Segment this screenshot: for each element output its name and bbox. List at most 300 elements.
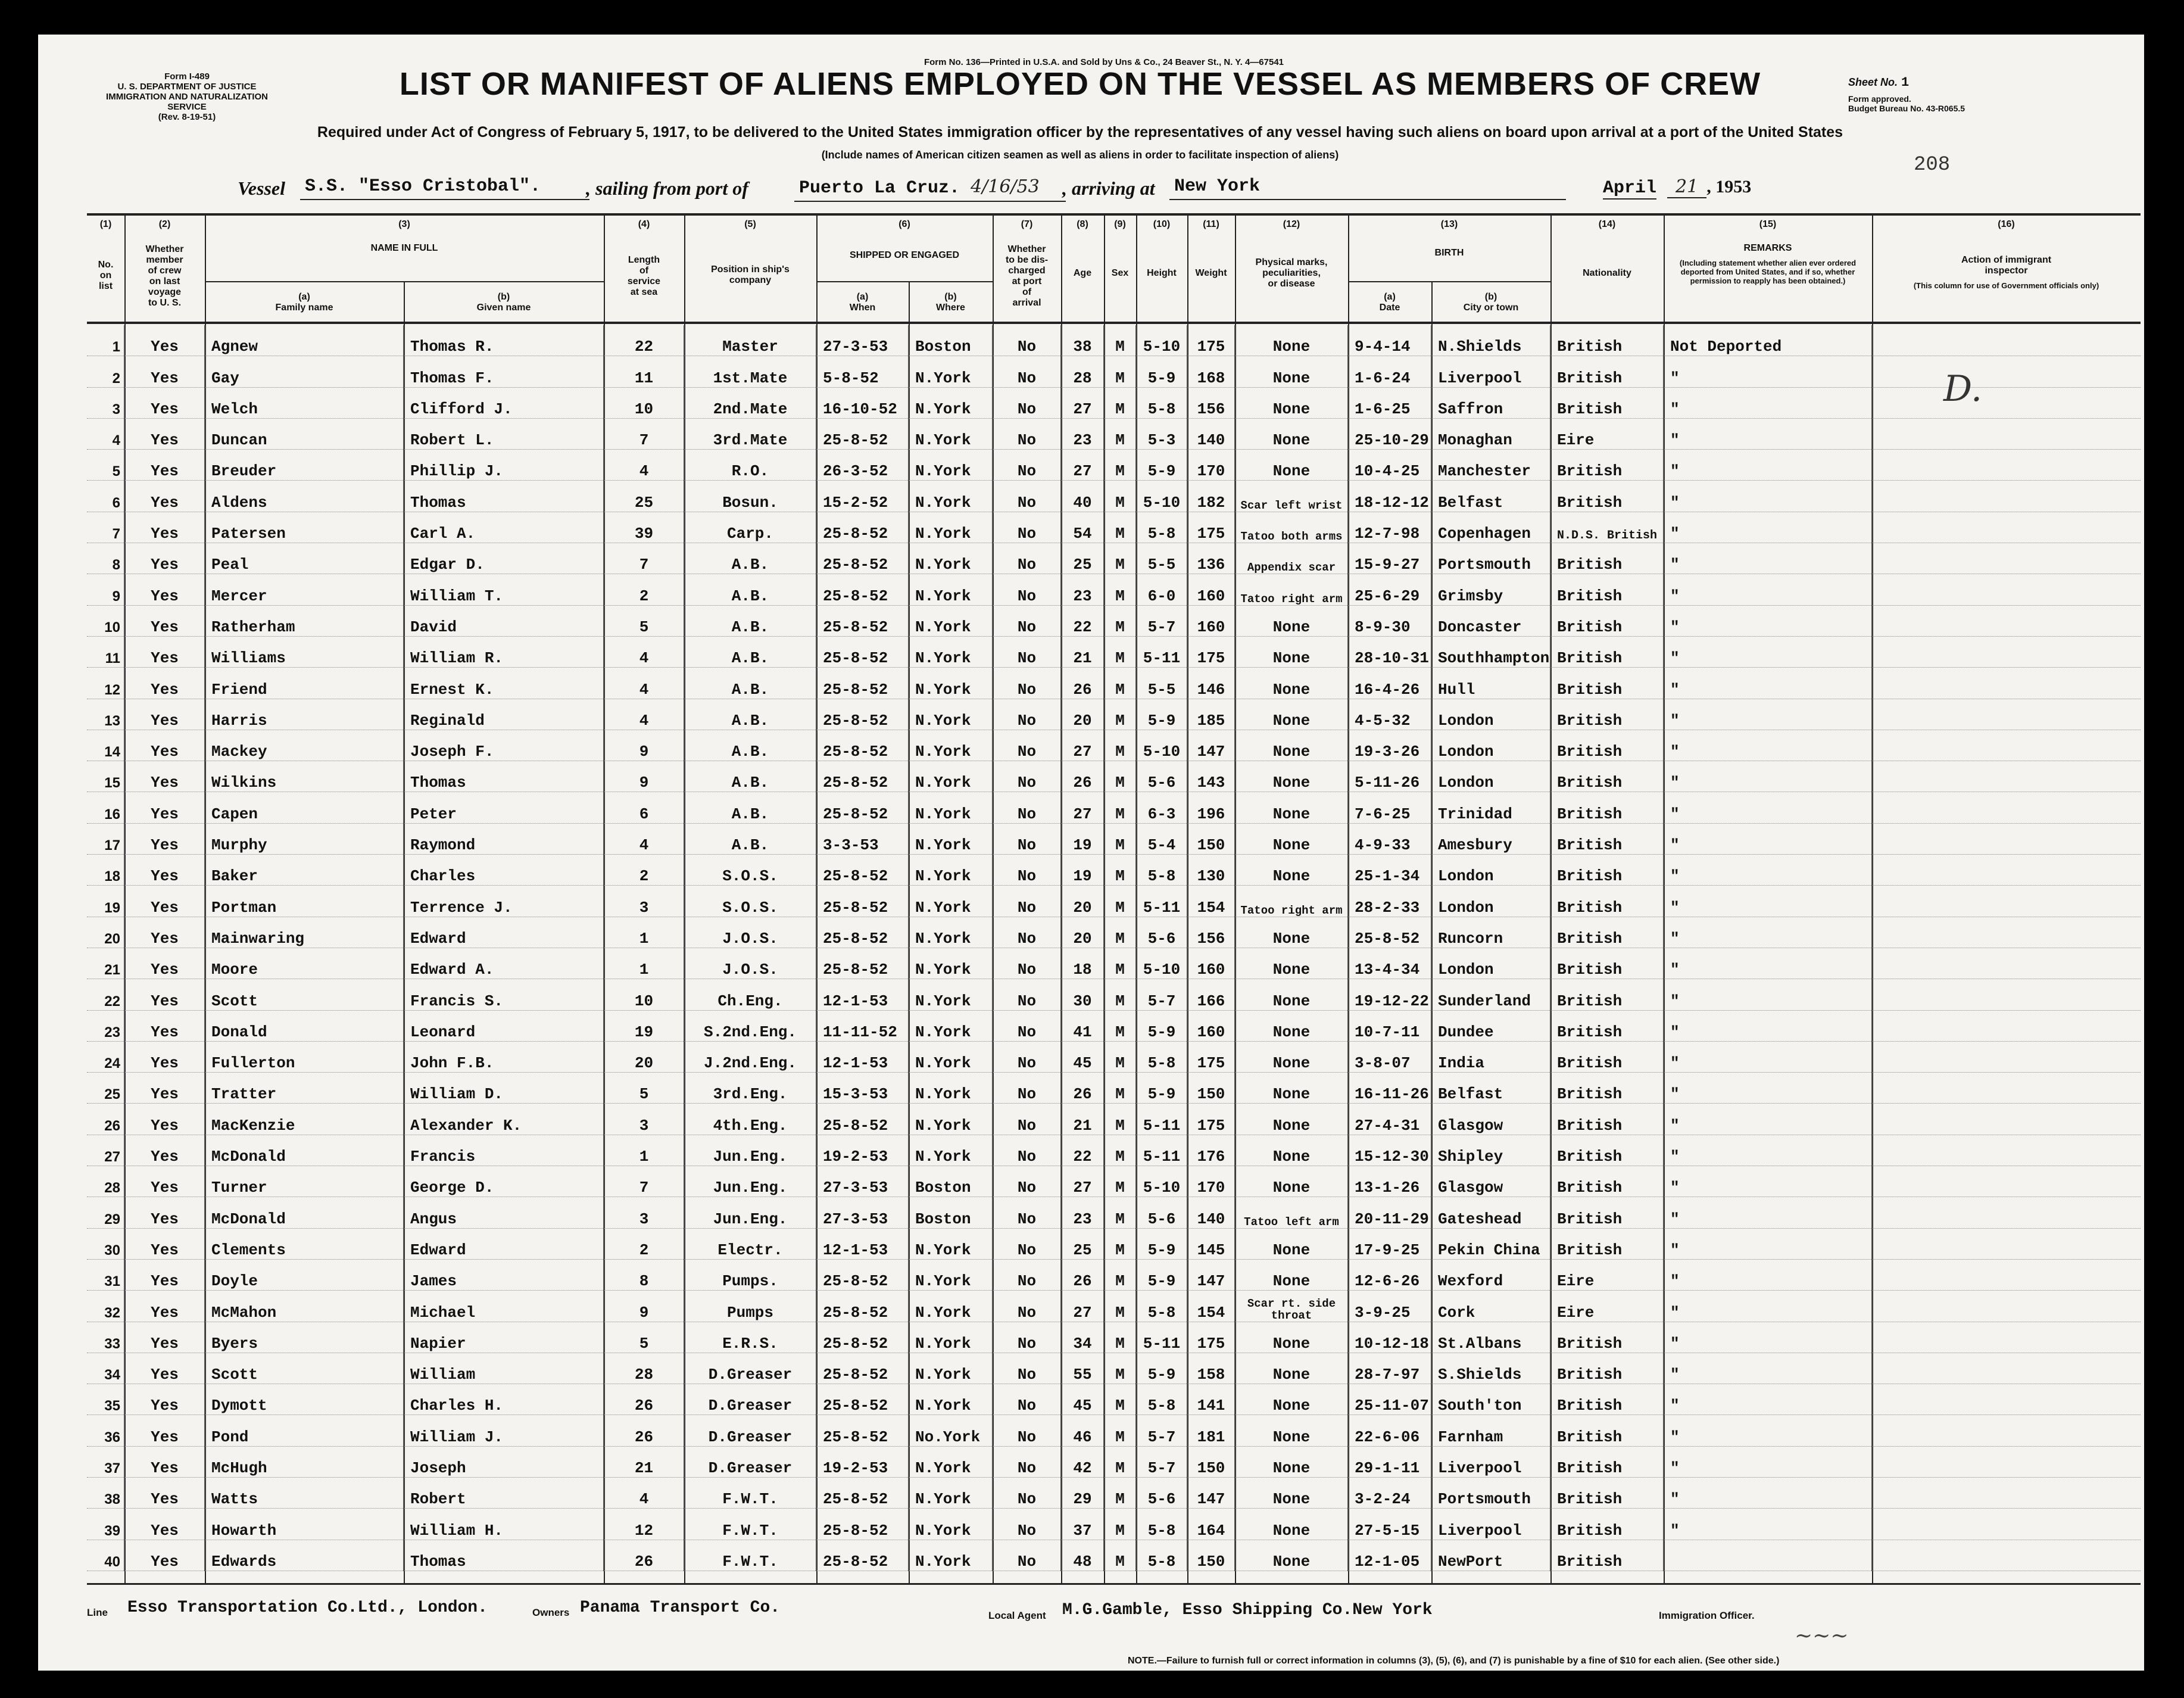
table-row — [87, 1384, 2141, 1415]
table-cell: Thomas — [404, 481, 604, 512]
subtitle-note: (Include names of American citizen seamen as well as aliens in order to facilitate inspection of aliens) — [821, 149, 1339, 161]
table-cell: Carp. — [684, 512, 816, 543]
table-cell: " — [1664, 855, 1872, 886]
table-cell: 5-10 — [1136, 948, 1187, 979]
col-head-birth: BIRTH — [1434, 248, 1464, 258]
table-cell: No — [993, 543, 1061, 574]
table-cell: 5-9 — [1136, 1353, 1187, 1384]
table-cell: " — [1664, 699, 1872, 730]
table-cell: None — [1235, 1010, 1348, 1041]
table-cell: No — [993, 356, 1061, 387]
table-cell: Yes — [124, 1540, 205, 1571]
inspector-cell — [1872, 1166, 2141, 1197]
arrival-day: 21 — [1667, 176, 1706, 198]
table-cell: 1-6-25 — [1348, 387, 1431, 418]
table-cell: " — [1664, 917, 1872, 948]
table-cell: N.York — [909, 730, 993, 761]
table-cell: 27 — [1061, 1291, 1104, 1322]
table-cell: " — [1664, 668, 1872, 699]
table-cell: Edward — [404, 917, 604, 948]
table-cell: 150 — [1187, 1446, 1235, 1477]
table-cell: Charles H. — [404, 1384, 604, 1415]
table-cell: M — [1104, 1104, 1136, 1135]
table-cell: " — [1664, 1197, 1872, 1228]
table-cell: Yes — [124, 1446, 205, 1477]
table-cell: Portsmouth — [1431, 1477, 1550, 1508]
table-cell: 6-0 — [1136, 574, 1187, 605]
table-cell: M — [1104, 1415, 1136, 1446]
table-cell: No — [993, 1010, 1061, 1041]
table-cell: British — [1550, 668, 1664, 699]
table-cell: 1st.Mate — [684, 356, 816, 387]
table-cell: M — [1104, 979, 1136, 1010]
col-num-2: (2) — [158, 219, 171, 229]
inspector-cell — [1872, 1415, 2141, 1446]
table-cell: 5-10 — [1136, 325, 1187, 356]
table-cell: 25-8-52 — [816, 855, 909, 886]
table-cell: James — [404, 1259, 604, 1290]
table-cell: 12-1-53 — [816, 1228, 909, 1259]
table-cell: 130 — [1187, 855, 1235, 886]
table-cell: 25-8-52 — [816, 917, 909, 948]
table-cell: 13 — [87, 699, 124, 730]
table-cell: Boston — [909, 1197, 993, 1228]
table-cell: None — [1235, 1384, 1348, 1415]
table-cell: Yes — [124, 917, 205, 948]
table-cell: 27 — [1061, 730, 1104, 761]
table-cell: 21 — [604, 1446, 684, 1477]
table-row — [87, 605, 2141, 636]
table-cell — [1664, 1540, 1872, 1571]
table-row — [87, 1322, 2141, 1353]
table-cell: M — [1104, 636, 1136, 667]
table-cell: " — [1664, 481, 1872, 512]
table-cell: N.York — [909, 1041, 993, 1072]
table-cell: M — [1104, 543, 1136, 574]
table-cell: N.York — [909, 1228, 993, 1259]
table-cell: 25-8-52 — [816, 761, 909, 792]
table-cell: British — [1550, 636, 1664, 667]
table-cell: N.York — [909, 668, 993, 699]
table-cell: 164 — [1187, 1509, 1235, 1540]
table-row — [87, 1509, 2141, 1540]
table-row — [87, 1073, 2141, 1104]
table-cell: A.B. — [684, 543, 816, 574]
table-row — [87, 668, 2141, 699]
table-cell: 147 — [1187, 730, 1235, 761]
form-number: Form No. 136—Printed in U.S.A. and Sold by Uns & Co., 24 Beaver St., N. Y. 4—67541 — [923, 57, 1284, 67]
table-cell: No — [993, 1228, 1061, 1259]
table-cell: No — [993, 1104, 1061, 1135]
table-cell: 29 — [87, 1197, 124, 1228]
table-cell: 5 — [604, 1322, 684, 1353]
table-cell: 5 — [87, 450, 124, 481]
table-cell: N.York — [909, 1353, 993, 1384]
table-cell: N.York — [909, 387, 993, 418]
table-cell: N.D.S. British — [1550, 512, 1664, 543]
table-cell: 160 — [1187, 605, 1235, 636]
arrival-year: , 1953 — [1706, 177, 1752, 197]
table-cell: M — [1104, 855, 1136, 886]
table-cell: 26 — [87, 1104, 124, 1135]
table-cell: 25-8-52 — [816, 699, 909, 730]
table-cell: Byers — [205, 1322, 404, 1353]
table-bottom-rule — [87, 1583, 2141, 1585]
table-cell: 55 — [1061, 1353, 1104, 1384]
table-cell: M — [1104, 792, 1136, 823]
table-cell: 25-8-52 — [816, 668, 909, 699]
table-cell: Mackey — [205, 730, 404, 761]
inspector-cell — [1872, 1010, 2141, 1041]
table-cell: 12 — [604, 1509, 684, 1540]
table-cell: Doncaster — [1431, 605, 1550, 636]
table-row — [87, 418, 2141, 449]
inspector-cell — [1872, 418, 2141, 449]
table-cell: 150 — [1187, 1540, 1235, 1571]
table-cell: 5-3 — [1136, 418, 1187, 449]
arrival-date — [1598, 176, 1756, 201]
table-cell: British — [1550, 730, 1664, 761]
table-cell: 16-11-26 — [1348, 1073, 1431, 1104]
table-cell: No — [993, 1384, 1061, 1415]
inspector-cell — [1872, 356, 2141, 387]
table-row — [87, 636, 2141, 667]
table-cell: 21 — [1061, 636, 1104, 667]
table-cell: J.2nd.Eng. — [684, 1041, 816, 1072]
table-cell: Yes — [124, 1104, 205, 1135]
inspector-cell — [1872, 1259, 2141, 1290]
table-cell: No — [993, 481, 1061, 512]
table-cell: Glasgow — [1431, 1166, 1550, 1197]
col-num-10: (10) — [1153, 219, 1171, 229]
table-cell: M — [1104, 917, 1136, 948]
table-cell: Belfast — [1431, 1073, 1550, 1104]
table-cell: Sunderland — [1431, 979, 1550, 1010]
table-cell: No — [993, 1073, 1061, 1104]
col-num-6: (6) — [898, 219, 910, 229]
table-cell: " — [1664, 1259, 1872, 1290]
table-cell: Clements — [205, 1228, 404, 1259]
table-cell: 8 — [87, 543, 124, 574]
table-cell: Harris — [205, 699, 404, 730]
table-cell: No — [993, 1446, 1061, 1477]
table-cell: Pumps — [684, 1291, 816, 1322]
table-cell: 9-4-14 — [1348, 325, 1431, 356]
table-cell: Gateshead — [1431, 1197, 1550, 1228]
col-head-discharged: Whether to be dis- charged at port of arrival — [1005, 244, 1049, 308]
table-row — [87, 948, 2141, 979]
table-cell: 5-8 — [1136, 512, 1187, 543]
table-cell: Pekin China — [1431, 1228, 1550, 1259]
table-cell: 25-10-29 — [1348, 418, 1431, 449]
table-cell: 170 — [1187, 1166, 1235, 1197]
table-cell: None — [1235, 1166, 1348, 1197]
table-row — [87, 512, 2141, 543]
table-cell: British — [1550, 1477, 1664, 1508]
table-cell: Grimsby — [1431, 574, 1550, 605]
table-cell: M — [1104, 325, 1136, 356]
table-cell: " — [1664, 1104, 1872, 1135]
table-cell: Appendix scar — [1235, 543, 1348, 574]
table-cell: Manchester — [1431, 450, 1550, 481]
col-head-member: Whether member of crew on last voyage to U. S. — [145, 244, 184, 308]
table-cell: 5-6 — [1136, 917, 1187, 948]
vessel-label: Vessel — [238, 177, 285, 199]
table-row — [87, 574, 2141, 605]
vessel-value: S.S. "Esso Cristobal". — [300, 176, 589, 200]
inspector-cell — [1872, 1353, 2141, 1384]
table-cell: N.York — [909, 823, 993, 854]
table-cell: " — [1664, 1384, 1872, 1415]
table-cell: " — [1664, 450, 1872, 481]
table-cell: William J. — [404, 1415, 604, 1446]
table-cell: 25-8-52 — [816, 1540, 909, 1571]
table-cell: N.York — [909, 636, 993, 667]
table-cell: J.O.S. — [684, 948, 816, 979]
table-cell: None — [1235, 823, 1348, 854]
table-cell: 28 — [1061, 356, 1104, 387]
table-cell: 25 — [1061, 1228, 1104, 1259]
table-cell: 16-4-26 — [1348, 668, 1431, 699]
table-cell: NewPort — [1431, 1540, 1550, 1571]
table-cell: 5-6 — [1136, 1197, 1187, 1228]
table-cell: 25-8-52 — [816, 1104, 909, 1135]
table-cell: No — [993, 605, 1061, 636]
sailing-date-handwritten: 4/16/53 — [971, 176, 1040, 197]
table-cell: M — [1104, 1073, 1136, 1104]
table-cell: 20-11-29 — [1348, 1197, 1431, 1228]
table-cell: St.Albans — [1431, 1322, 1550, 1353]
table-cell: Belfast — [1431, 481, 1550, 512]
table-cell: A.B. — [684, 574, 816, 605]
table-cell: 5-9 — [1136, 1259, 1187, 1290]
table-cell: Francis — [404, 1135, 604, 1166]
table-row — [87, 1228, 2141, 1259]
table-row — [87, 543, 2141, 574]
table-cell: M — [1104, 699, 1136, 730]
table-cell: Yes — [124, 1166, 205, 1197]
table-cell: 1 — [604, 917, 684, 948]
table-cell: Jun.Eng. — [684, 1135, 816, 1166]
table-cell: 25-8-52 — [816, 1509, 909, 1540]
table-cell: A.B. — [684, 761, 816, 792]
table-cell: Yes — [124, 1384, 205, 1415]
table-cell: Yes — [124, 387, 205, 418]
table-cell: 25-8-52 — [816, 948, 909, 979]
table-cell: 25-1-34 — [1348, 855, 1431, 886]
table-cell: 154 — [1187, 1291, 1235, 1322]
table-cell: 27 — [1061, 1166, 1104, 1197]
birth-subheader-rule — [1348, 281, 1550, 282]
table-cell: 5-5 — [1136, 543, 1187, 574]
table-cell: British — [1550, 1353, 1664, 1384]
agent-value: M.G.Gamble, Esso Shipping Co.New York — [1062, 1601, 1433, 1619]
table-cell: M — [1104, 387, 1136, 418]
inspector-mark: D. — [1943, 368, 1983, 410]
table-cell: " — [1664, 605, 1872, 636]
table-cell: 25-8-52 — [816, 886, 909, 917]
table-cell: 5-8 — [1136, 855, 1187, 886]
table-cell: No — [993, 1166, 1061, 1197]
table-cell: No — [993, 855, 1061, 886]
table-cell: Yes — [124, 699, 205, 730]
table-cell: N.York — [909, 1322, 993, 1353]
table-cell: 5-9 — [1136, 1010, 1187, 1041]
table-cell: None — [1235, 1228, 1348, 1259]
inspector-cell — [1872, 1228, 2141, 1259]
table-cell: No — [993, 1509, 1061, 1540]
table-cell: 6 — [604, 792, 684, 823]
table-cell: Portman — [205, 886, 404, 917]
table-cell: N.York — [909, 855, 993, 886]
table-cell: D.Greaser — [684, 1446, 816, 1477]
table-cell: Yes — [124, 1073, 205, 1104]
shipped-subheader-rule — [816, 281, 993, 282]
table-cell: N.York — [909, 481, 993, 512]
table-cell: Yes — [124, 356, 205, 387]
table-cell: " — [1664, 1166, 1872, 1197]
table-cell: 17 — [87, 823, 124, 854]
table-cell: Wilkins — [205, 761, 404, 792]
table-cell: Donald — [205, 1010, 404, 1041]
table-cell: 25 — [1061, 543, 1104, 574]
table-cell: No — [993, 574, 1061, 605]
table-cell: 19-12-22 — [1348, 979, 1431, 1010]
owners-label: Owners — [532, 1607, 570, 1618]
table-cell: 10 — [87, 605, 124, 636]
table-cell: None — [1235, 387, 1348, 418]
table-cell: 5-8 — [1136, 1384, 1187, 1415]
table-cell: British — [1550, 886, 1664, 917]
inspector-cell — [1872, 1135, 2141, 1166]
table-cell: No — [993, 886, 1061, 917]
table-cell: 2nd.Mate — [684, 387, 816, 418]
table-cell: None — [1235, 792, 1348, 823]
table-cell: None — [1235, 1135, 1348, 1166]
table-cell: London — [1431, 948, 1550, 979]
table-cell: Raymond — [404, 823, 604, 854]
table-cell: M — [1104, 948, 1136, 979]
table-cell: William D. — [404, 1073, 604, 1104]
col-head-action-note: (This column for use of Government officials only) — [1913, 281, 2099, 290]
col-num-1: (1) — [99, 219, 112, 229]
table-cell: N.York — [909, 1135, 993, 1166]
table-cell: 14 — [87, 730, 124, 761]
table-cell: British — [1550, 1010, 1664, 1041]
inspector-cell — [1872, 855, 2141, 886]
table-cell: No — [993, 917, 1061, 948]
table-cell: N.York — [909, 1384, 993, 1415]
table-cell: Ch.Eng. — [684, 979, 816, 1010]
table-cell: 22 — [1061, 605, 1104, 636]
table-cell: British — [1550, 1104, 1664, 1135]
table-row — [87, 356, 2141, 387]
inspector-cell — [1872, 1104, 2141, 1135]
table-cell: M — [1104, 512, 1136, 543]
table-cell: No — [993, 1259, 1061, 1290]
table-cell: Dundee — [1431, 1010, 1550, 1041]
table-cell: N.York — [909, 512, 993, 543]
table-cell: 5-11 — [1136, 1322, 1187, 1353]
table-cell: British — [1550, 699, 1664, 730]
table-cell: 29-1-11 — [1348, 1446, 1431, 1477]
table-cell: No — [993, 325, 1061, 356]
table-cell: 5-8 — [1136, 1509, 1187, 1540]
table-cell: 28-2-33 — [1348, 886, 1431, 917]
col-num-15: (15) — [1759, 219, 1777, 229]
table-cell: 19-3-26 — [1348, 730, 1431, 761]
table-cell: 3 — [604, 1197, 684, 1228]
table-cell: 4 — [87, 418, 124, 449]
table-cell: British — [1550, 387, 1664, 418]
table-cell: M — [1104, 886, 1136, 917]
table-cell: 25-8-52 — [816, 1384, 909, 1415]
table-cell: 6-3 — [1136, 792, 1187, 823]
table-cell: Turner — [205, 1166, 404, 1197]
col-num-3: (3) — [398, 219, 410, 229]
table-cell: 12-1-53 — [816, 979, 909, 1010]
col-head-weight: Weight — [1195, 268, 1227, 278]
inspector-cell — [1872, 761, 2141, 792]
table-cell: " — [1664, 1041, 1872, 1072]
table-cell: Mercer — [205, 574, 404, 605]
table-cell: British — [1550, 1415, 1664, 1446]
table-cell: 20 — [1061, 917, 1104, 948]
table-cell: 27 — [1061, 387, 1104, 418]
table-cell: Bosun. — [684, 481, 816, 512]
table-cell: Yes — [124, 1477, 205, 1508]
table-cell: A.B. — [684, 605, 816, 636]
table-cell: Scar left wrist — [1235, 481, 1348, 512]
table-cell: 42 — [1061, 1446, 1104, 1477]
table-cell: John F.B. — [404, 1041, 604, 1072]
table-cell: 5-8-52 — [816, 356, 909, 387]
table-cell: 25-8-52 — [816, 418, 909, 449]
table-cell: 140 — [1187, 418, 1235, 449]
table-cell: No — [993, 792, 1061, 823]
table-cell: 25-8-52 — [816, 1353, 909, 1384]
table-cell: 10-12-18 — [1348, 1322, 1431, 1353]
table-cell: Patersen — [205, 512, 404, 543]
table-cell: 10-7-11 — [1348, 1010, 1431, 1041]
table-cell: British — [1550, 1073, 1664, 1104]
table-cell: " — [1664, 1322, 1872, 1353]
table-cell: " — [1664, 1010, 1872, 1041]
table-cell: None — [1235, 450, 1348, 481]
table-cell: S.O.S. — [684, 886, 816, 917]
table-row — [87, 325, 2141, 356]
sheet-label: Sheet No. — [1848, 76, 1898, 88]
col-head-action: Action of immigrant inspector — [1961, 255, 2052, 276]
table-cell: None — [1235, 605, 1348, 636]
inspector-cell — [1872, 481, 2141, 512]
table-cell: M — [1104, 1135, 1136, 1166]
table-row — [87, 1415, 2141, 1446]
table-cell: 4 — [604, 668, 684, 699]
table-cell: McMahon — [205, 1291, 404, 1322]
table-cell: British — [1550, 1446, 1664, 1477]
table-cell: 23 — [1061, 418, 1104, 449]
table-cell: 26 — [604, 1384, 684, 1415]
table-cell: 5-9 — [1136, 1228, 1187, 1259]
table-cell: None — [1235, 948, 1348, 979]
table-cell: 3 — [604, 1104, 684, 1135]
col-head-where: (b) Where — [936, 292, 965, 313]
table-cell: None — [1235, 1477, 1348, 1508]
table-cell: 5-10 — [1136, 730, 1187, 761]
table-cell: Ernest K. — [404, 668, 604, 699]
table-cell: 20 — [1061, 699, 1104, 730]
